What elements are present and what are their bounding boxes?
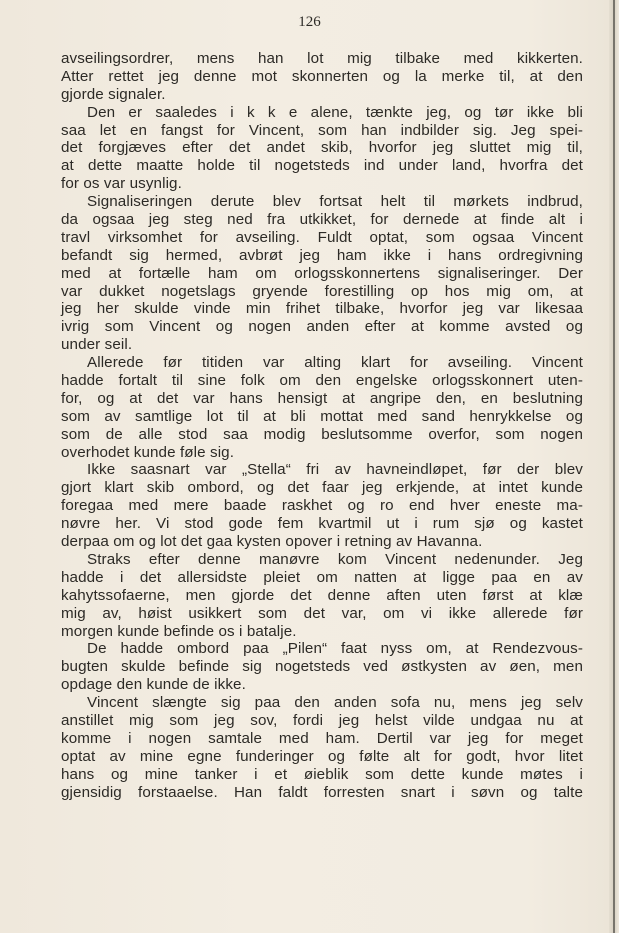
text-line: var dukket nogetslags gryende forestilling op hos mig om, at	[61, 282, 583, 300]
text-line: hadde i det allersidste pleiet om natten at ligge paa en av	[61, 568, 583, 586]
page-number: 126	[298, 14, 321, 30]
text-line: som av samtlige lot til at bli mottat med sand henrykkelse og	[61, 407, 583, 425]
text-line: optat av mine egne funderinger og følte alt for godt, hvor litet	[61, 747, 583, 765]
text-line: overhodet kunde føle sig.	[61, 443, 235, 461]
text-line: for, og at det var hans hensigt at angripe den, en beslutning	[61, 389, 583, 407]
text-line: gjensidig forstaaelse. Han faldt forresten snart i søvn og talte	[61, 783, 583, 801]
text-line: Straks efter denne manøvre kom Vincent nedenunder. Jeg	[87, 550, 583, 568]
text-line: gjort klart skib ombord, og det faar jeg erkjende, at intet kunde	[61, 479, 583, 497]
text-line: med at fortælle ham om orlogsskonnertens signaliseringer. Der	[61, 264, 583, 282]
text-line: Atter rettet jeg denne mot skonnerten og la merke til, at den	[61, 67, 583, 85]
text-line: ivrig som Vincent og nogen anden efter at komme avsted og	[61, 318, 583, 336]
page-edge	[609, 0, 619, 933]
text-line: opdage den kunde de ikke.	[61, 676, 246, 694]
text-line: morgen kunde befinde os i batalje.	[61, 622, 297, 640]
text-line: da ogsaa jeg steg ned fra utkikket, for dernede at finde alt i	[61, 211, 583, 229]
text-line: hadde fortalt til sine folk om den engelske orlogsskonnert uten-	[61, 372, 583, 390]
text-line: saa let en fangst for Vincent, som han indbilder sig. Jeg spei-	[61, 121, 583, 139]
text-line: mig av, høist usikkert som det var, om vi ikke allerede før	[61, 604, 583, 622]
text-line: bugten skulde befinde sig nogetsteds ved østkysten av øen, men	[61, 658, 583, 676]
text-line: kahytssofaerne, men gjorde det denne aften uten først at klæ	[61, 586, 583, 604]
text-line: det forgjæves efter det andet skib, hvorfor jeg sluttet mig til,	[61, 139, 583, 157]
text-line: komme i nogen samtale med ham. Dertil var jeg for meget	[61, 729, 583, 747]
text-line: foregaa med mere baade raskhet og ro end hver eneste ma-	[61, 497, 583, 515]
text-line: Den er saaledes i k k e alene, tænkte jeg, og tør ikke bli	[87, 103, 583, 121]
text-line: derpaa om og lot det gaa kysten opover i retning av Havanna.	[61, 533, 483, 551]
text-line: De hadde ombord paa „Pilen“ faat nyss om, at Rendezvous-	[87, 640, 583, 658]
text-line: Ikke saasnart var „Stella“ fri av havneindløpet, før der blev	[87, 461, 583, 479]
text-line: gjorde signaler.	[61, 85, 166, 103]
text-line: hans og mine tanker i et øieblik som dette kunde møtes i	[61, 765, 583, 783]
text-line: travl virksomhet for avseiling. Fuldt optat, som ogsaa Vincent	[61, 228, 583, 246]
text-line: Signaliseringen derute blev fortsat helt til mørkets indbrud,	[87, 193, 583, 211]
text-line: under seil.	[61, 336, 133, 354]
text-line: Allerede før titiden var alting klart for avseiling. Vincent	[87, 354, 583, 372]
body-text	[61, 50, 583, 801]
text-line: anstillet mig som jeg sov, fordi jeg helst vilde undgaa nu at	[61, 711, 583, 729]
text-line: befandt sig hermed, avbrøt jeg ham ikke i hans ordregivning	[61, 246, 583, 264]
text-line: jeg her skulde vinde min frihet tilbake, hvorfor jeg var likesaa	[61, 300, 583, 318]
text-line: som de alle stod saa modig beslutsomme overfor, som nogen	[61, 425, 583, 443]
text-line: nøvre her. Vi stod gode fem kvartmil ut i rum sjø og kastet	[61, 515, 583, 533]
text-line: avseilingsordrer, mens han lot mig tilbake med kikkerten.	[61, 50, 583, 67]
text-line: at dette maatte holde til nogetsteds ind under land, hvorfra det	[61, 157, 583, 175]
text-line: Vincent slængte sig paa den anden sofa nu, mens jeg selv	[87, 694, 583, 712]
text-line: for os var usynlig.	[61, 175, 182, 193]
